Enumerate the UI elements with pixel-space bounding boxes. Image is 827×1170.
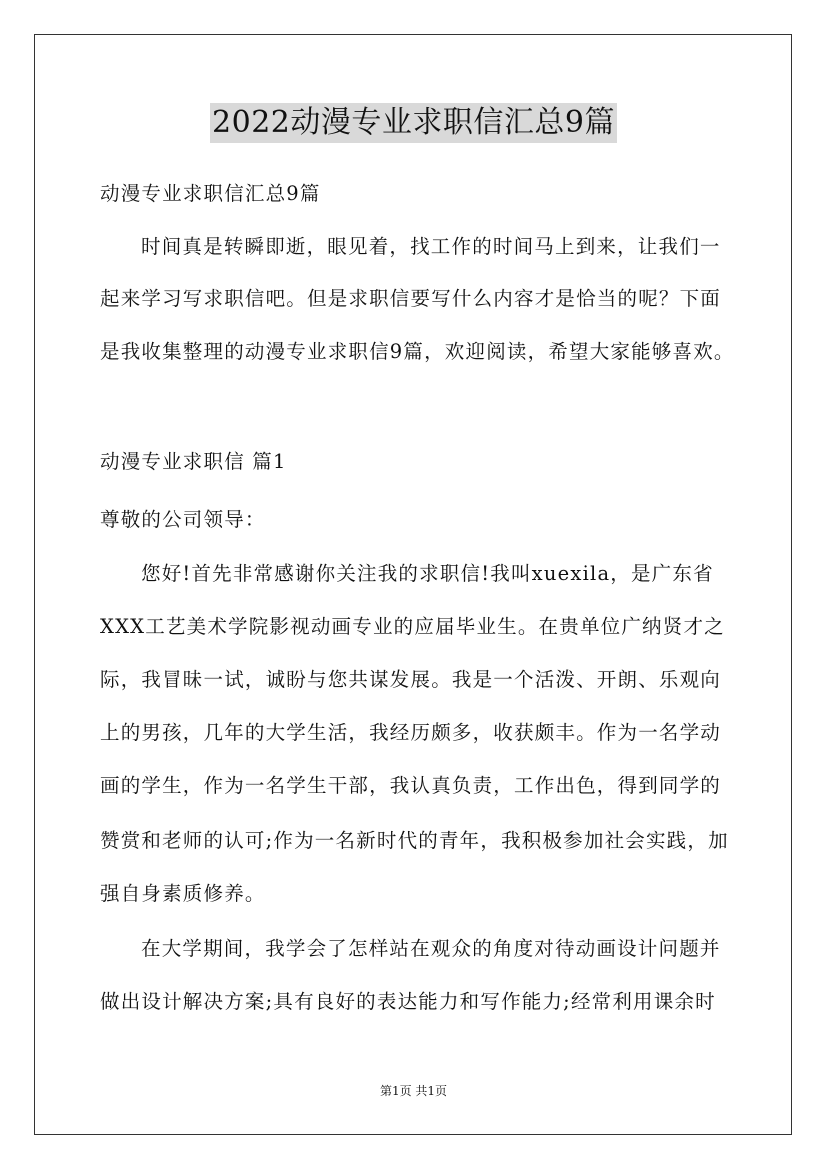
salutation: 尊敬的公司领导： bbox=[100, 508, 266, 531]
paragraph-line: 赞赏和老师的认可;作为一名新时代的青年，我积极参加社会实践，加 bbox=[100, 829, 729, 852]
page-footer: 第1页 共1页 bbox=[379, 1084, 448, 1098]
paragraph-line: 您好!首先非常感谢你关注我的求职信!我叫xuexila，是广东省 bbox=[141, 562, 714, 585]
intro-line: 是我收集整理的动漫专业求职信9篇，欢迎阅读，希望大家能够喜欢。 bbox=[100, 340, 735, 363]
title-container bbox=[0, 103, 827, 143]
paragraph-line: XXX工艺美术学院影视动画专业的应届毕业生。在贵单位广纳贤才之 bbox=[100, 615, 725, 638]
paragraph-line: 画的学生，作为一名学生干部，我认真负责，工作出色，得到同学的 bbox=[100, 774, 722, 797]
section-heading: 动漫专业求职信 篇1 bbox=[100, 450, 287, 473]
intro-line: 起来学习写求职信吧。但是求职信要写什么内容才是恰当的呢？下面 bbox=[100, 287, 722, 310]
document-title: 2022动漫专业求职信汇总9篇 bbox=[210, 103, 617, 143]
document-subtitle: 动漫专业求职信汇总9篇 bbox=[100, 182, 321, 205]
intro-line: 时间真是转瞬即逝，眼见着，找工作的时间马上到来，让我们一 bbox=[141, 235, 721, 258]
paragraph-line: 做出设计解决方案;具有良好的表达能力和写作能力;经常利用课余时 bbox=[100, 990, 716, 1013]
paragraph-line: 上的男孩，几年的大学生活，我经历颇多，收获颇丰。作为一名学动 bbox=[100, 721, 722, 744]
paragraph-line: 在大学期间，我学会了怎样站在观众的角度对待动画设计问题并 bbox=[141, 937, 721, 960]
paragraph-line: 际，我冒昧一试，诚盼与您共谋发展。我是一个活泼、开朗、乐观向 bbox=[100, 668, 722, 691]
paragraph-line: 强自身素质修养。 bbox=[100, 882, 266, 905]
